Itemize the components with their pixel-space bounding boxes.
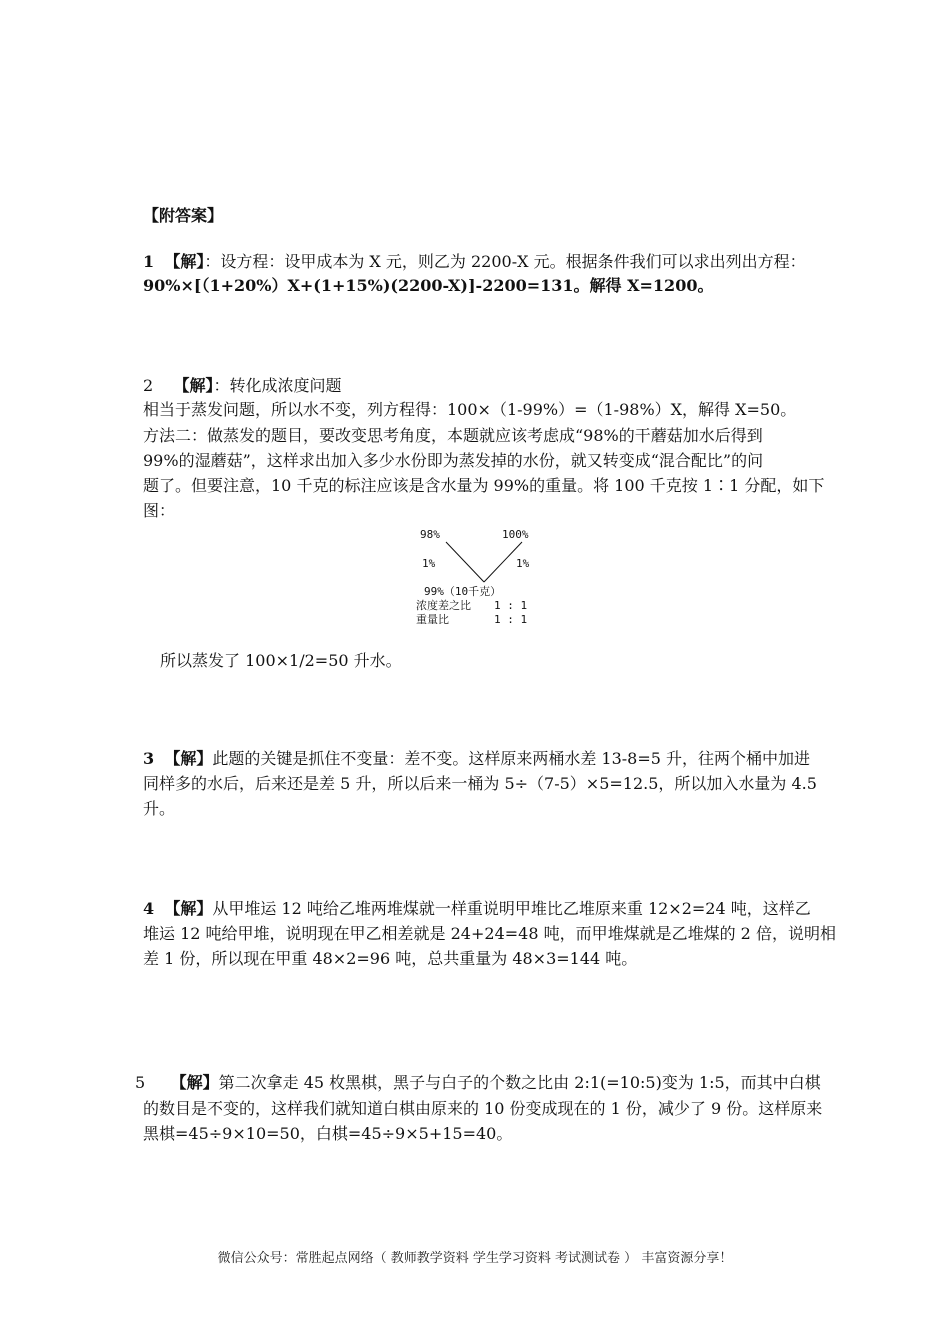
answer-4-tag: 【解】 [164,899,213,918]
answer-3-text-1: 此题的关键是抓住不变量：差不变。这样原来两桶水差 13-8=5 升，往两个桶中加进 [212,749,811,768]
diagram-center-label: 99%（10千克） [424,585,502,598]
answer-2-tag: 【解】 [173,376,214,395]
answer-2-number: 2 [143,376,154,395]
answer-2-line-5: 图： [143,501,176,520]
answer-4-text-1: 从甲堆运 12 吨给乙堆两堆煤就一样重说明甲堆比乙堆原来重 12×2=24 吨，这样乙 [212,899,811,918]
answer-3-number: 3 [143,749,155,768]
diagram-row2-value: 1 : 1 [494,613,528,626]
answer-5-tag: 【解】 [170,1073,219,1092]
answer-4-line-3: 差 1 份，所以现在甲重 48×2=96 吨，总共重量为 48×3=144 吨。 [143,949,638,968]
answer-2-line-2: 方法二：做蒸发的题目，要改变思考角度，本题就应该考虑成“98%的干蘑菇加水后得到 [143,426,763,445]
answer-2-heading [143,374,342,398]
answer-4-number: 4 [143,899,155,918]
answer-2-line-1: 相当于蒸发问题，所以水不变，列方程得：100×（1-99%）=（1-98%）X，解得 X=50。 [143,400,797,419]
answer-2-conclusion: 所以蒸发了 100×1/2=50 升水。 [160,651,402,670]
answer-3-line-2: 同样多的水后，后来还是差 5 升，所以后来一桶为 5÷（7-5）×5=12.5，所以加入水量为 4.5 [143,774,817,793]
answer-3-tag: 【解】 [164,749,213,768]
answer-1-text-1: ：设方程：设甲成本为 X 元，则乙为 2200-X 元。根据条件我们可以求出列出方程： [204,252,806,271]
diagram-right-top: 100% [502,528,529,541]
diagram-row2-label: 重量比 [416,613,449,626]
diagram-right-diff: 1% [516,557,530,570]
answer-5-line-3: 黑棋=45÷9×10=50，白棋=45÷9×5+15=40。 [143,1124,513,1143]
answer-5-line-1 [135,1071,821,1095]
answers-heading: 【附答案】 [143,206,224,225]
answer-2-line-3: 99%的湿蘑菇”，这样求出加入多少水份即为蒸发掉的水份，就又转变成“混合配比”的问 [143,451,764,470]
answer-3-line-1 [143,747,810,771]
diagram-left-top: 98% [420,528,440,541]
answer-1-number: 1 [143,252,155,271]
mixing-diagram [416,524,546,630]
answer-5-line-2: 的数目是不变的，这样我们就知道白棋由原来的 10 份变成现在的 1 份，减少了 9 份。这样原来 [143,1099,823,1118]
answer-2-head-text: ：转化成浓度问题 [213,376,342,395]
answer-1-line-2: 90%×[（1+20%）X+(1+15%)(2200-X)]-2200=131。解得 X=1200。 [143,276,714,295]
diagram-row1-label: 浓度差之比 [416,599,471,612]
answer-4-line-1 [143,897,811,921]
answer-2-line-4: 题了。但要注意，10 千克的标注应该是含水量为 99%的重量。将 100 千克按 1∶1 分配，如下 [143,476,825,495]
answer-5-number: 5 [135,1073,146,1092]
answer-3-line-3: 升。 [143,799,176,818]
diagram-row1-value: 1 : 1 [494,599,528,612]
page-footer: 微信公众号：常胜起点网络（ 教师教学资料 学生学习资料 考试测试卷 ） 丰富资源分享！ [217,1251,733,1266]
answer-4-line-2: 堆运 12 吨给甲堆，说明现在甲乙相差就是 24+24=48 吨，而甲堆煤就是乙堆煤的 2 倍，说明相 [143,924,836,943]
answer-5-text-1: 第二次拿走 45 枚黑棋，黑子与白子的个数之比由 2:1(=10:5)变为 1:5，而其中白棋 [218,1073,821,1092]
diagram-left-line [446,542,484,582]
diagram-left-diff: 1% [422,557,436,570]
answer-1-line-1 [143,250,806,274]
answer-1-tag: 【解】 [164,252,205,271]
